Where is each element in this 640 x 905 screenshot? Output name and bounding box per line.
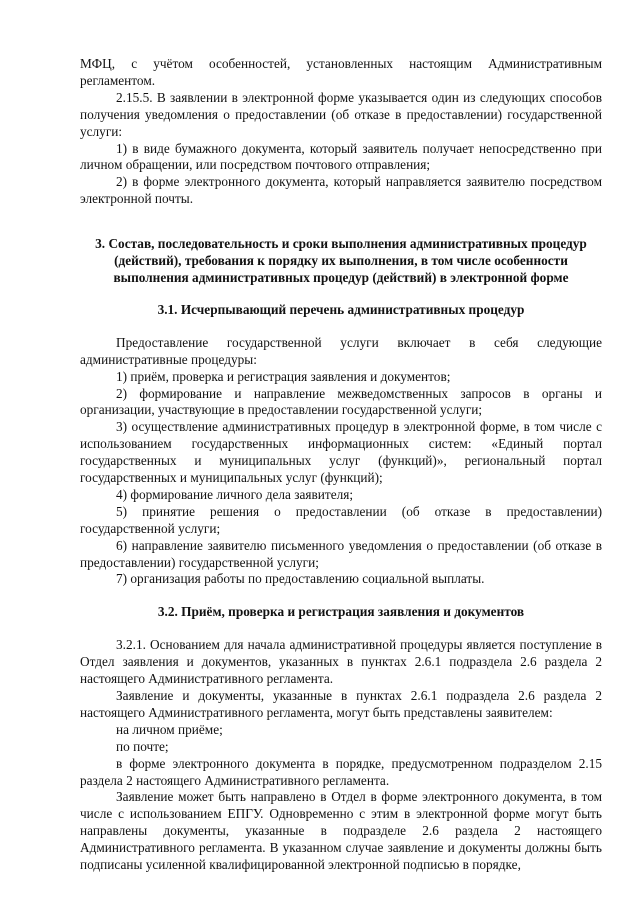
paragraph: на личном приёме;	[116, 721, 223, 737]
paragraph: 6) направление заявителю письменного уведомления о предоставлении (об отказе в предоставлении) государственной услуги;	[80, 537, 602, 570]
paragraph: Предоставление государственной услуги включает в себя следующие административные процедуры:	[80, 334, 602, 367]
paragraph: 1) приём, проверка и регистрация заявления и документов;	[116, 368, 451, 384]
paragraph: в форме электронного документа в порядке, предусмотренном подразделом 2.15 раздела 2 настоящего Административного регламента.	[80, 755, 602, 788]
paragraph: 2.15.5. В заявлении в электронной форме указывается один из следующих способов получения уведомления о предоставлении (об отказе в предоставлении) государственной услуги:	[80, 89, 602, 139]
spacer	[80, 287, 602, 302]
section-heading: 3.1. Исчерпывающий перечень административных процедур	[157, 301, 525, 317]
paragraph: МФЦ, с учётом особенностей, установленных настоящим Административным регламентом.	[80, 56, 602, 88]
paragraph: 3.2.1. Основанием для начала административной процедуры является поступление в Отдел заявления и документов, указанных в пунктах 2.6.1 подраздела 2.6 раздела 2 настоящего Административного регламента.	[80, 637, 602, 687]
paragraph: 5) принятие решения о предоставлении (об отказе в предоставлении) государственной услуги;	[80, 503, 602, 536]
document-page	[80, 56, 602, 874]
spacer	[80, 208, 602, 236]
section-heading: 3.2. Приём, проверка и регистрация заявления и документов	[157, 604, 525, 620]
paragraph: 1) в виде бумажного документа, который заявитель получает непосредственно при личном обращении, или посредством почтового отправления;	[80, 140, 602, 173]
spacer	[80, 588, 602, 604]
paragraph: 4) формирование личного дела заявителя;	[116, 486, 354, 502]
paragraph: Заявление может быть направлено в Отдел в форме электронного документа, в том числе с использованием ЕПГУ. Одновременно с этим в электронной форме могут быть направлены документы, указанные в подразделе 2.6 раздела 2 настоящего Административного регламента. В указанном случае заявление и документы должны быть подписаны усиленной квалифицированной электронной подписью в порядке,	[80, 789, 602, 873]
paragraph: 2) в форме электронного документа, который направляется заявителю посредством электронной почты.	[80, 174, 602, 207]
paragraph: 7) организация работы по предоставлению социальной выплаты.	[116, 571, 485, 587]
paragraph: по почте;	[116, 738, 169, 754]
spacer	[80, 621, 602, 637]
paragraph: 3) осуществление административных процедур в электронной форме, в том числе с использованием государственных информационных систем: «Единый портал государственных и муниципальных услуг (функций)», региональный портал государственных и муниципальных услуг (функций);	[80, 419, 602, 486]
section-heading: 3. Состав, последовательность и сроки выполнения административных процедур (действий), требования к порядку их выполнения, в том числе особенности выполнения административных процедур (действий) в электронной форме	[95, 236, 587, 285]
spacer	[80, 319, 602, 335]
paragraph: Заявление и документы, указанные в пунктах 2.6.1 подраздела 2.6 раздела 2 настоящего Административного регламента, могут быть представлены заявителем:	[80, 688, 602, 720]
paragraph: 2) формирование и направление межведомственных запросов в органы и организации, участвующие в предоставлении государственной услуги;	[80, 385, 602, 418]
